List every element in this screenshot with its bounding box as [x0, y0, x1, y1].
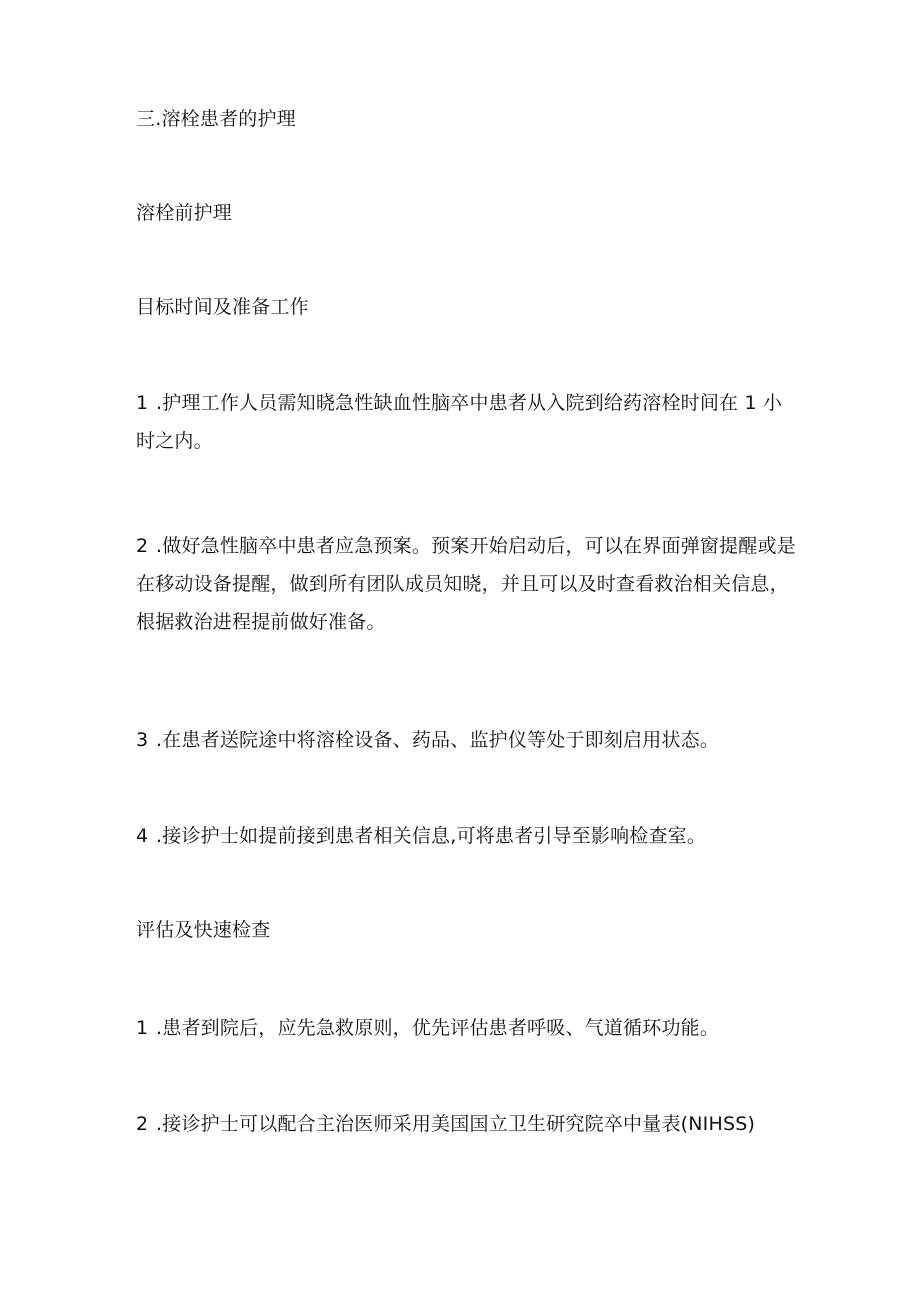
list-item-text: .护理工作人员需知晓急性缺血性脑卒中患者从入院到给药溶栓时间在 1 小时之内。 — [136, 392, 783, 452]
list-item-number: 2 — [136, 535, 149, 557]
pre-thrombolysis-heading: 溶栓前护理 — [136, 202, 233, 224]
list-item-text: .在患者送院途中将溶栓设备、药品、监护仪等处于即刻启用状态。 — [156, 729, 720, 751]
list-item — [136, 1009, 796, 1047]
list-item — [136, 384, 796, 460]
list-item-number: 4 — [136, 825, 149, 847]
list-item-text: .患者到院后，应先急救原则，优先评估患者呼吸、气道循环功能。 — [156, 1017, 720, 1039]
list-item-number: 1 — [136, 1017, 149, 1039]
target-time-subheading: 目标时间及准备工作 — [136, 296, 309, 318]
list-item — [136, 817, 796, 855]
assessment-heading: 评估及快速检查 — [136, 919, 271, 941]
list-item-number: 2 — [136, 1113, 149, 1135]
list-item — [136, 1105, 796, 1143]
list-item-text: .接诊护士如提前接到患者相关信息,可将患者引导至影响检查室。 — [156, 825, 707, 847]
list-item — [136, 527, 796, 641]
list-item-number: 3 — [136, 729, 149, 751]
list-item-number: 1 — [136, 392, 149, 414]
list-item — [136, 721, 796, 759]
list-item-text: .做好急性脑卒中患者应急预案。预案开始启动后，可以在界面弹窗提醒或是在移动设备提醒，做到所有团队成员知晓，并且可以及时查看救治相关信息，根据救治进程提前做好准备。 — [136, 535, 796, 633]
list-item-text: .接诊护士可以配合主治医师采用美国国立卫生研究院卒中量表(NIHSS) — [156, 1113, 756, 1135]
section-title: 三.溶栓患者的护理 — [136, 108, 296, 130]
